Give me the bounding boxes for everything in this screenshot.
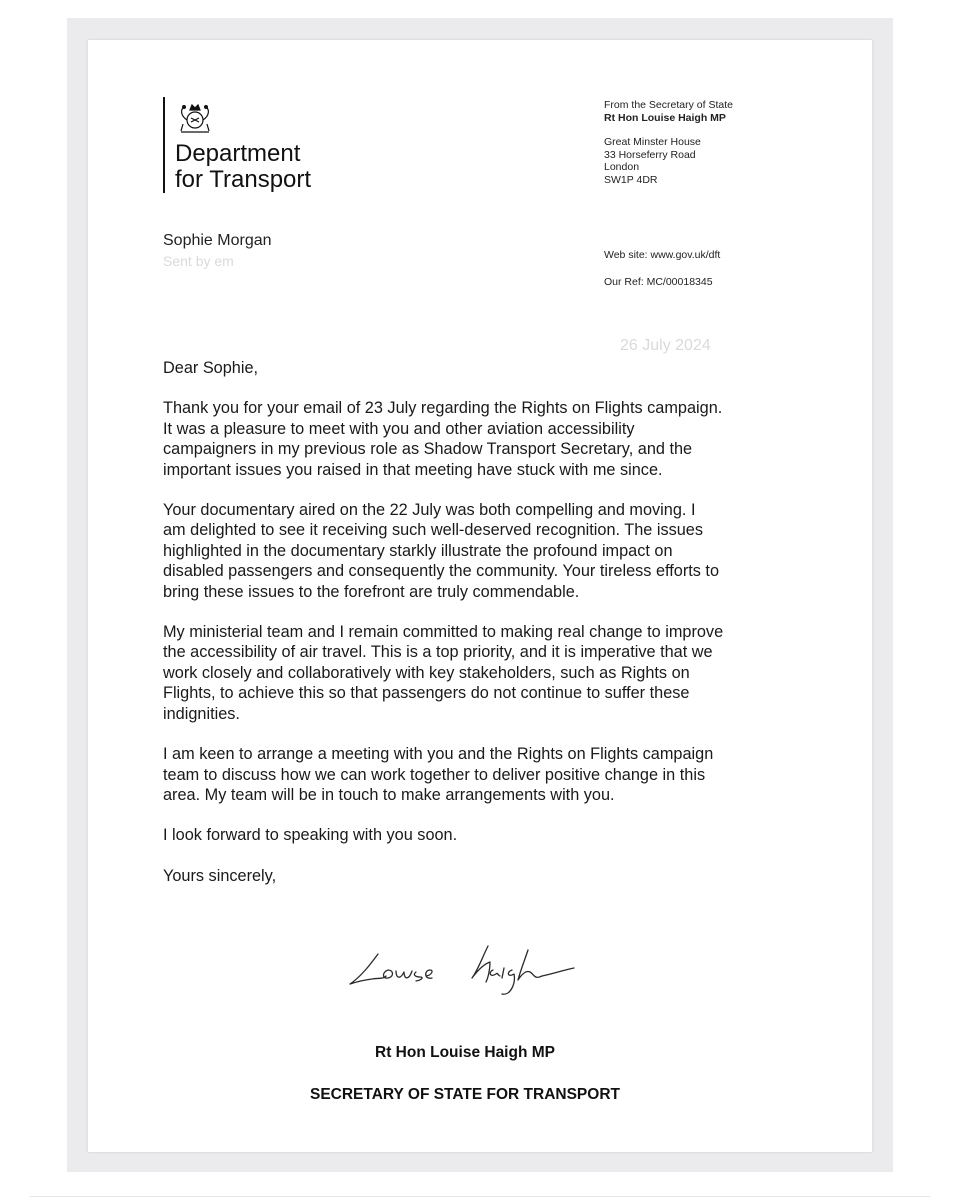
sender-from-line: From the Secretary of State: [604, 99, 733, 111]
salutation: Dear Sophie,: [163, 359, 259, 377]
letter-body: [163, 358, 803, 886]
bottom-divider: [30, 1196, 930, 1197]
department-name-line1: Department: [175, 140, 301, 167]
recipient-name: Sophie Morgan: [163, 232, 272, 249]
address-line: SW1P 4DR: [604, 173, 658, 186]
paragraph: Thank you for your email of 23 July regarding the Rights on Flights campaign. It was a pleasure to meet with you and other aviation accessibility campaigners in my previous role as Shadow Transport Secretary, and the important issues you raised in that meeting have stuck with me since.: [163, 399, 723, 479]
paragraph: I am keen to arrange a meeting with you and the Rights on Flights campaign team to discuss how we can work together to deliver positive change in this area. My team will be in touch to make arrangements with you.: [163, 745, 714, 804]
handwritten-signature: [338, 932, 628, 1002]
department-name: [175, 141, 311, 193]
website: Web site: www.gov.uk/dft: [604, 249, 721, 261]
letter-date: 26 July 2024: [620, 337, 711, 354]
royal-crest-icon: [175, 100, 215, 136]
sender-name: Rt Hon Louise Haigh MP: [604, 111, 726, 124]
address-line: Great Minster House: [604, 136, 701, 148]
address-line: 33 Horseferry Road: [604, 148, 696, 161]
letter-page: [88, 40, 872, 1152]
closing: Yours sincerely,: [163, 866, 277, 885]
address-line: London: [604, 161, 640, 173]
reference: Our Ref: MC/00018345: [604, 276, 713, 288]
paragraph: I look forward to speaking with you soon.: [163, 826, 458, 845]
paragraph: My ministerial team and I remain committed to making real change to improve the accessibility of air travel. This is a top priority, and it is imperative that we work closely and collaboratively with key stakeholders, such as Rights on Flights, to achieve this so that passengers do not continue to suffer these indignities.: [163, 623, 724, 723]
sender-block: [604, 99, 844, 186]
faded-sent-line: Sent by em: [163, 253, 234, 269]
signatory-title: SECRETARY OF STATE FOR TRANSPORT: [309, 1086, 620, 1103]
paragraph: Your documentary aired on the 22 July was both compelling and moving. I am delighted to see it receiving such well-deserved recognition. The issues highlighted in the documentary starkly illustrate the profound impact on disabled passengers and consequently the community. Your tireless efforts to bring these issues to the forefront are truly commendable.: [163, 501, 720, 601]
signatory-name: Rt Hon Louise Haigh MP: [375, 1044, 555, 1061]
logo-rule: [163, 97, 165, 193]
department-name-line2: for Transport: [175, 166, 312, 193]
